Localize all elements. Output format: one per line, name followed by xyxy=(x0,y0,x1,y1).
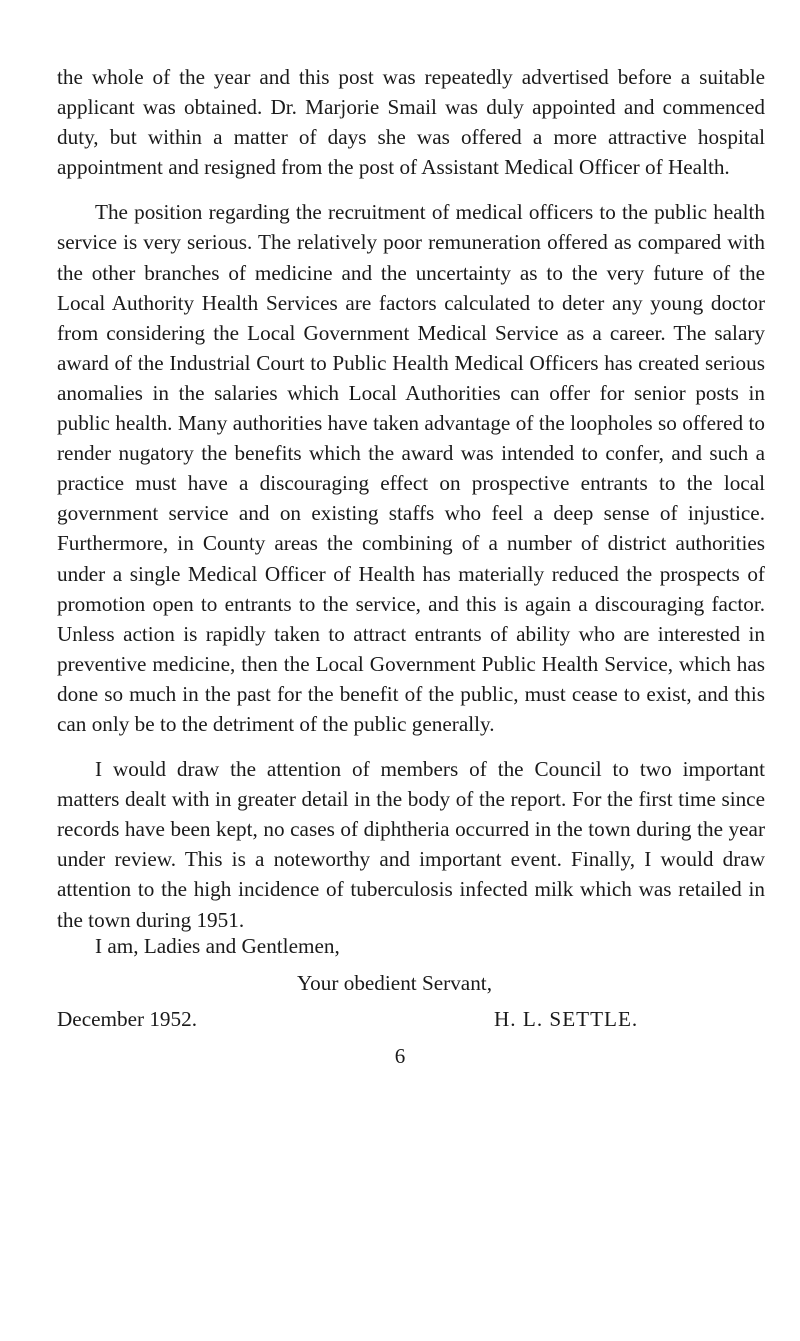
page-number: 6 xyxy=(394,1044,406,1068)
paragraph-recruitment: The position regarding the recruitment of medical officers to the public health service is very serious. The relatively poor remuneration offered as compared with the other branches of medicine and the uncertainty as to the very future of the Local Authority Health Services are factors calculated to deter any young doctor from considering the Local Government Medical Service as a career. The salary award of the Industrial Court to Public Health Medical Officers has created serious anomalies in the salaries which Local Authorities can offer for senior posts in public health. Many authorities have taken advantage of the loopholes so offered to render nugatory the benefits which the award was intended to confer, and such a practice must have a discouraging effect on prospective entrants to the local government service and on existing staffs who feel a deep sense of injustice. Furthermore, in County areas the combining of a number of district authorities under a single Medical Officer of Health has materially reduced the prospects of promotion open to entrants to the service, and this is again a discouraging factor. Unless action is rapidly taken to attract entrants of ability who are interested in preventive medicine, then the Local Government Public Health Service, which has done so much in the past for the benefit of the public, must cease to exist, and this can only be to the detriment of the public generally. xyxy=(57,200,765,736)
valediction: Your obedient Servant, xyxy=(297,971,492,995)
document-body xyxy=(57,62,765,935)
letter-date: December 1952. xyxy=(57,1007,198,1031)
closing-salutation: I am, Ladies and Gentlemen, xyxy=(95,934,340,958)
signature-name: H. L. SETTLE. xyxy=(494,1007,639,1031)
paragraph-continuation: the whole of the year and this post was repeatedly advertised before a suitable applicant was obtained. Dr. Marjorie Smail was duly appointed and commenced duty, but within a matter of days she was offered a more attractive hospital appointment and resigned from the post of Assistant Medical Officer of Health. xyxy=(57,65,765,180)
paragraph-important-matters: I would draw the attention of members of the Council to two important matters dealt with in greater detail in the body of the report. For the first time since records have been kept, no cases of diphtheria occurred in the town during the year under review. This is a noteworthy and important event. Finally, I would draw attention to the high incidence of tuberculosis infected milk which was retailed in the town during 1951. xyxy=(57,757,765,932)
